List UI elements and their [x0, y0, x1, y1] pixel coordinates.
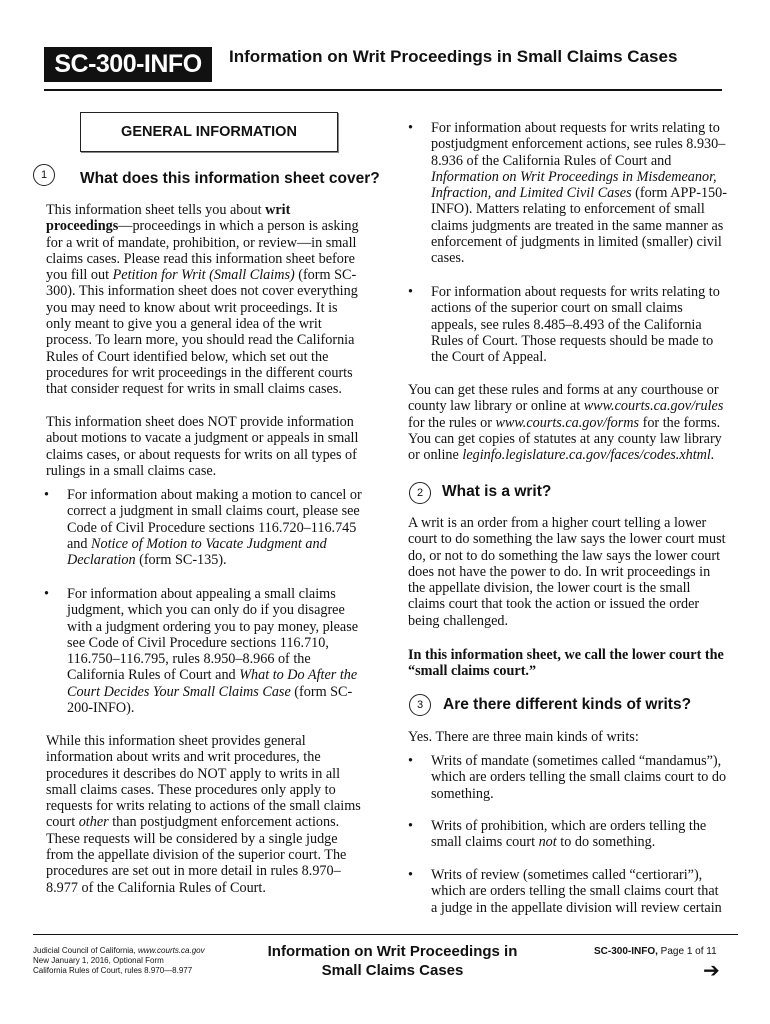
section-1-number: 1: [33, 164, 55, 186]
right-paragraph-1: You can get these rules and forms at any courthouse or county law library or online at www.courts.ca.gov/rules for the rules or www.courts.ca.gov/forms for the forms. You can get copies of statutes at any county law library or online leginfo.legislature.ca.gov/faces/codes.xhtml.: [408, 382, 724, 464]
bullet-marker: •: [408, 284, 413, 300]
right-bullet-5: • Writs of review (sometimes called “certiorari”), which are orders telling the small claims court that a judge in the appellate division will review certain: [408, 867, 722, 916]
right-bullet-3: • Writs of mandate (sometimes called “mandamus”), which are orders telling the small claims court to do something.: [408, 753, 727, 802]
general-information-box: GENERAL INFORMATION: [80, 112, 338, 152]
right-bullet-1: • For information about requests for writs relating to postjudgment enforcement actions, see rules 8.930–8.936 of the California Rules of Court and Information on Writ Proceedings in Misdemeanor, Infraction, and Limited Civil Cases (form APP-150-INFO). Matters relating to enforcement of small claims judgments are treated in the same manner as enforcement of judgments in limited (smaller) civil cases.: [408, 120, 727, 267]
right-paragraph-2: A writ is an order from a higher court telling a lower court to do something the law says the lower court must do, or not to do something the law says the lower court does not have the power to do. In writ proceedings in the appellate division, the lower court is the small claims court that took the action or issued the order being challenged.: [408, 515, 726, 629]
section-3-title: Are there different kinds of writs?: [443, 696, 692, 713]
bullet-marker: •: [408, 120, 413, 136]
bullet-marker: •: [408, 867, 413, 883]
next-page-arrow-icon[interactable]: ➔: [703, 958, 720, 982]
footer-divider: [33, 934, 738, 935]
footer-left-info: Judicial Council of California, www.courts.ca.gov New January 1, 2016, Optional Form California Rules of Court, rules 8.970—8.977: [33, 946, 205, 975]
right-paragraph-4: Yes. There are three main kinds of writs:: [408, 729, 639, 745]
section-3-number: 3: [409, 694, 431, 716]
right-bullet-4: • Writs of prohibition, which are orders telling the small claims court not to do something.: [408, 818, 707, 851]
left-paragraph-2: This information sheet does NOT provide information about motions to vacate a judgment or appeals in small claims cases, or about requests for writs on all types of rulings in a small claims case.: [46, 414, 359, 479]
left-paragraph-3: While this information sheet provides general information about writs and writ procedures, the procedures it describes do NOT apply to writs in all small claims cases. These procedures only apply to requests for writs relating to actions of the small claims court other than postjudgment enforcement actions. These requests will be considered by a single judge from the appellate division of the superior court. The procedures are set out in more detail in rules 8.970–8.977 of the California Rules of Court.: [46, 733, 361, 896]
bullet-marker: •: [408, 818, 413, 834]
bullet-marker: •: [408, 753, 413, 769]
footer-title: Information on Writ Proceedings in Small Claims Cases: [267, 943, 518, 979]
right-bullet-2: • For information about requests for writs relating to actions of the superior court on small claims appeals, see rules 8.485–8.493 of the California Rules of Court. Those requests should be made to the Court of Appeal.: [408, 284, 720, 366]
left-paragraph-1: This information sheet tells you about writ proceedings—proceedings in which a person is asking for a writ of mandate, prohibition, or review—in small claims cases. Please read this information sheet before you fill out Petition for Writ (Small Claims) (form SC-300). This information sheet does not cover everything you may need to know about writ proceedings. It is only meant to give you a general idea of the writ process. To learn more, you should read the California Rules of Court identified below, which set out the procedures for writ proceedings in the different courts that consider request for writs in small claims cases.: [46, 202, 359, 398]
section-1-title: What does this information sheet cover?: [80, 170, 380, 187]
section-2-title: What is a writ?: [442, 483, 552, 500]
page-title: Information on Writ Proceedings in Small Claims Cases: [229, 47, 678, 66]
bullet-marker: •: [44, 586, 49, 602]
right-paragraph-3-bold: In this information sheet, we call the lower court the “small claims court.”: [408, 647, 724, 680]
section-2-number: 2: [409, 482, 431, 504]
header-divider: [44, 89, 722, 91]
footer-page-number: SC-300-INFO, Page 1 of 11: [594, 946, 717, 957]
left-bullet-2: • For information about appealing a small claims judgment, which you can only do if you disagree with a judgment ordering you to pay money, please see Code of Civil Procedure sections 116.710, 116.750–116.795, rules 8.950–8.966 of the California Rules of Court and What to Do After the Court Decides Your Small Claims Case (form SC-200-INFO).: [44, 586, 359, 717]
form-id-badge: SC-300-INFO: [44, 47, 212, 82]
courts-url-link[interactable]: www.courts.ca.gov: [137, 946, 205, 955]
left-bullet-1: • For information about making a motion to cancel or correct a judgment in small claims court, please see Code of Civil Procedure sections 116.720–116.745 and Notice of Motion to Vacate Judgment and Declaration (form SC-135).: [44, 487, 362, 569]
bullet-marker: •: [44, 487, 49, 503]
